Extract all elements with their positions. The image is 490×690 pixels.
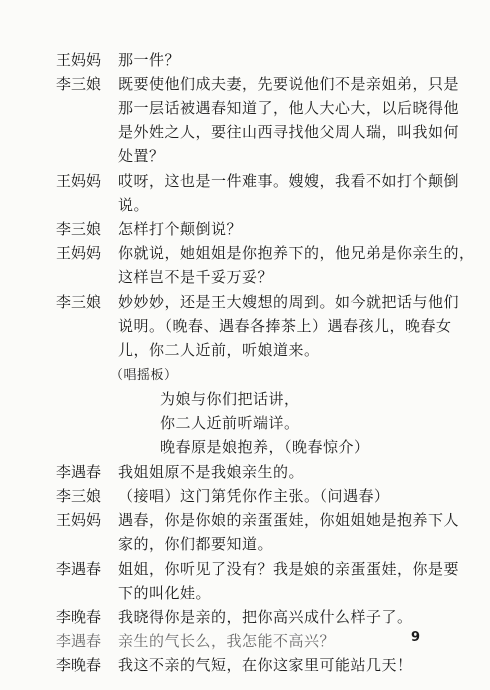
- dialogue-line: 我姐姐原不是我娘亲生的。: [118, 463, 305, 481]
- speaker-label: 李遇春: [56, 632, 102, 650]
- dialogue-line: 你就说，她姐姐是你抱养下的，他兄弟是你亲生的，: [118, 244, 475, 262]
- verse-line: 晚春原是娘抱养，（晚春惊介）: [160, 438, 370, 456]
- dialogue-line: 遇春，你是你娘的亲蛋蛋娃，你姐姐她是抱养下人: [118, 511, 460, 529]
- dialogue-line: 亲生的气长么，我怎能不高兴？: [118, 632, 336, 650]
- dialogue-line: 既要使他们成夫妻，先要说他们不是亲姐弟，只是: [118, 75, 460, 93]
- speaker-label: 李三娘: [56, 220, 102, 238]
- dialogue-line: 怎样打个颠倒说？: [118, 220, 243, 238]
- speaker-label: 李晚春: [56, 656, 102, 674]
- dialogue-line: 那一件？: [118, 51, 181, 69]
- speaker-label: 王妈妈: [56, 172, 102, 190]
- dialogue-line: 下的叫化娃。: [118, 584, 212, 602]
- speaker-label: 李遇春: [56, 560, 102, 578]
- speaker-label: 王妈妈: [56, 51, 102, 69]
- dialogue-line: 这样岂不是千妥万妥？: [118, 268, 274, 286]
- dialogue-line: 妙妙妙，还是王大嫂想的周到。如今就把话与他们: [118, 293, 460, 311]
- speaker-label: 李三娘: [56, 293, 102, 311]
- dialogue-line: 那一层话被遇春知道了，他人大心大，以后晓得他: [118, 99, 460, 117]
- dialogue-line: 说。: [118, 196, 150, 214]
- dialogue-line: 是外姓之人，要往山西寻找他父周人瑞，叫我如何: [118, 123, 460, 141]
- speaker-label: 李晚春: [56, 608, 102, 626]
- verse-line: 你二人近前听端详。: [160, 414, 300, 432]
- dialogue-line: 姐姐，你听见了没有？我是娘的亲蛋蛋娃，你是要: [118, 560, 460, 578]
- dialogue-line: 我晓得你是亲的，把你高兴成什么样子了。: [118, 608, 413, 626]
- dialogue-line: （接唱）这门第凭你作主张。（问遇春）: [118, 487, 390, 505]
- speaker-label: 王妈妈: [56, 244, 102, 262]
- page-number: 9: [411, 630, 421, 645]
- verse-line: 为娘与你们把话讲，: [160, 390, 300, 408]
- dialogue-line: 家的，你们都要知道。: [118, 535, 274, 553]
- stage-direction: （唱摇板）: [110, 368, 178, 383]
- dialogue-line: 说明。（晚春、遇春各捧茶上）遇春孩儿，晚春女: [118, 317, 452, 335]
- dialogue-line: 儿，你二人近前，听娘道来。: [118, 341, 320, 359]
- speaker-label: 王妈妈: [56, 511, 102, 529]
- dialogue-line: 哎呀，这也是一件难事。嫂嫂，我看不如打个颠倒: [118, 172, 460, 190]
- speaker-label: 李三娘: [56, 75, 102, 93]
- dialogue-line: 我这不亲的气短，在你这家里可能站几天！: [118, 656, 413, 674]
- speaker-label: 李遇春: [56, 463, 102, 481]
- speaker-label: 李三娘: [56, 487, 102, 505]
- dialogue-line: 处置？: [118, 147, 165, 165]
